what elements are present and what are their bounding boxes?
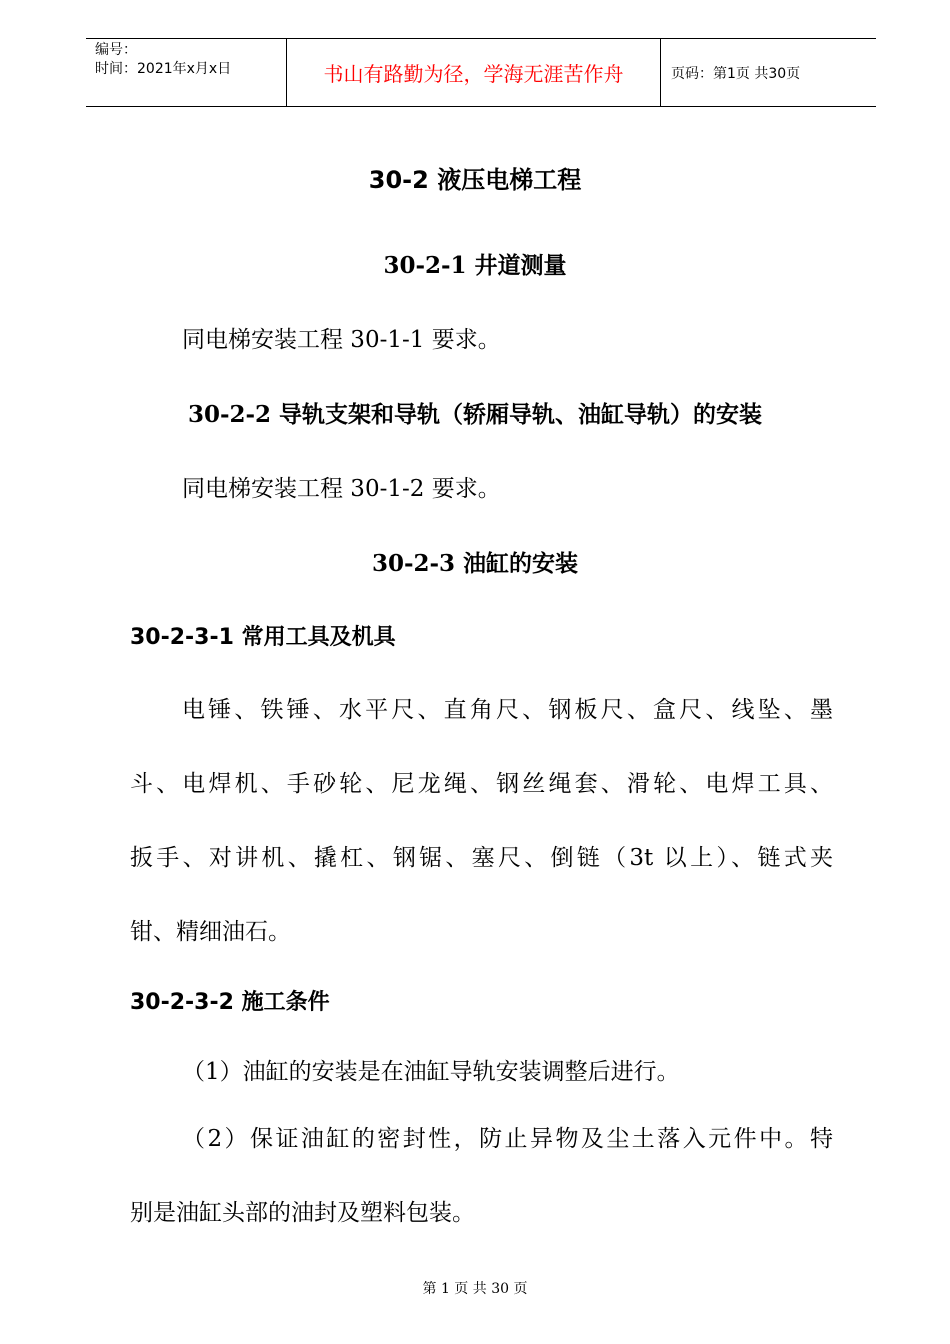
sub1-heading: 30-2-3-1 常用工具及机具 — [130, 625, 396, 650]
document-title: 30-2 液压电梯工程 — [368, 166, 582, 194]
sub2-heading: 30-2-3-2 施工条件 — [130, 990, 330, 1015]
tools-line-3: 扳手、对讲机、撬杠、钢锯、塞尺、倒链（3t 以上）、链式夹 — [130, 845, 833, 871]
page-header — [86, 38, 876, 107]
page-footer: 第 1 页 共 30 页 — [422, 1281, 528, 1297]
time-label: 时间：2021年x月x日 — [95, 61, 232, 77]
section1-heading: 30-2-1 井道测量 — [383, 252, 567, 279]
condition-2-line-2: 别是油缸头部的油封及塑料包装。 — [130, 1200, 475, 1226]
header-meta — [86, 39, 287, 106]
condition-1: （1）油缸的安装是在油缸导轨安装调整后进行。 — [182, 1059, 680, 1085]
number-label: 编号： — [95, 42, 137, 58]
tools-line-2: 斗、电焊机、手砂轮、尼龙绳、钢丝绳套、滑轮、电焊工具、 — [130, 771, 833, 797]
section2-heading: 30-2-2 导轨支架和导轨（轿厢导轨、油缸导轨）的安装 — [187, 401, 763, 428]
section1-text: 同电梯安装工程 30-1-1 要求。 — [182, 327, 501, 353]
header-motto: 书山有路勤为径，学海无涯苦作舟 — [287, 39, 661, 106]
section2-text: 同电梯安装工程 30-1-2 要求。 — [182, 476, 501, 502]
tools-line-4: 钳、精细油石。 — [130, 919, 291, 945]
header-page-info: 页码：第1页 共30页 — [671, 65, 801, 82]
tools-line-1: 电锤、铁锤、水平尺、直角尺、钢板尺、盒尺、线坠、墨 — [182, 697, 833, 723]
section3-heading: 30-2-3 油缸的安装 — [371, 550, 579, 577]
condition-2-line-1: （2）保证油缸的密封性，防止异物及尘土落入元件中。特 — [182, 1126, 833, 1152]
